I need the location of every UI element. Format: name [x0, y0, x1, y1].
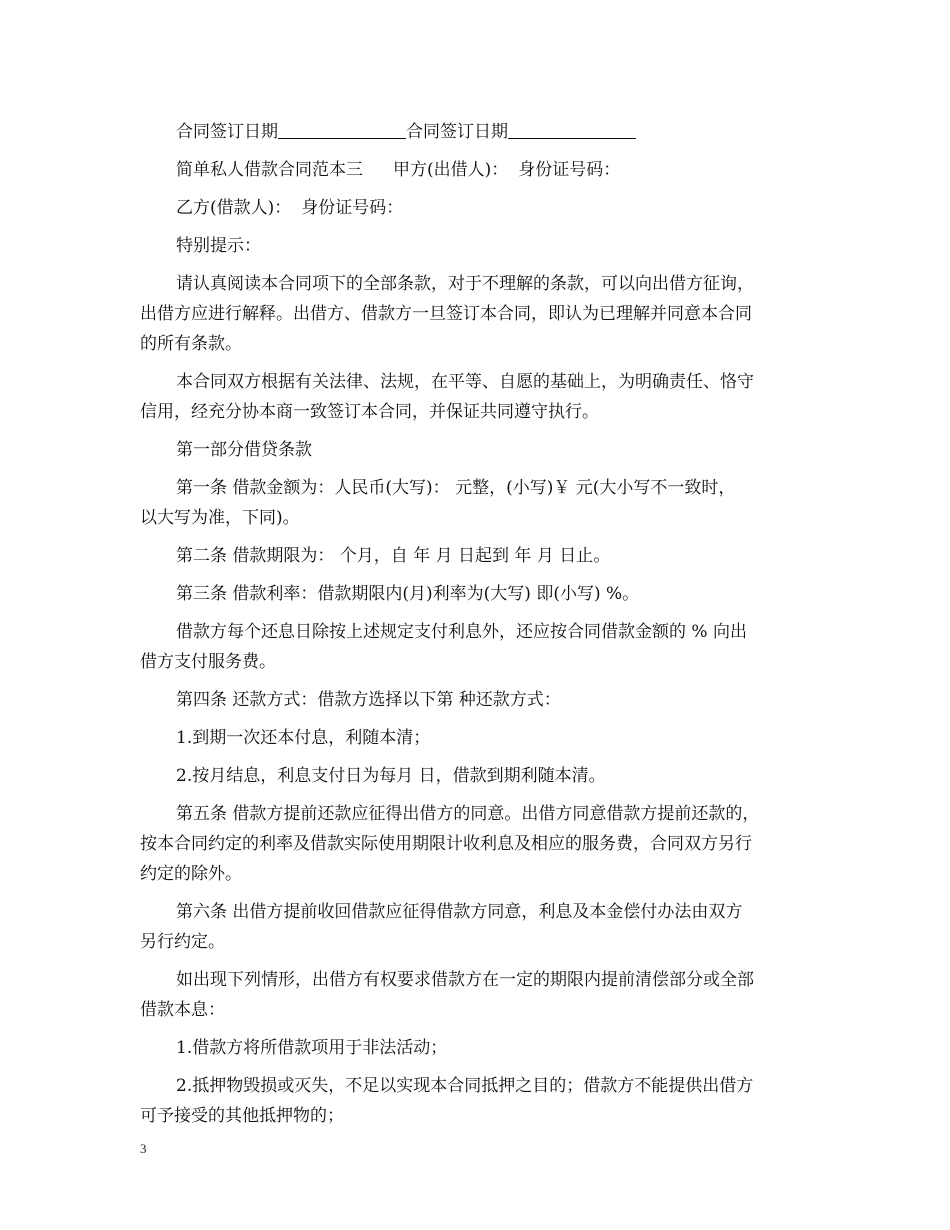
signing-date-label-2: 合同签订日期: [406, 122, 508, 142]
document-body: [140, 117, 815, 1139]
paragraph-line: 第四条 还款方式：借款方选择以下第 种还款方式：: [176, 690, 561, 710]
paragraph-line: 如出现下列情形，出借方有权要求借款方在一定的期限内提前清偿部分或全部: [176, 970, 754, 990]
paragraph: [140, 799, 815, 889]
signing-date-label-1: 合同签订日期: [176, 122, 278, 142]
paragraph-line: 的所有条款。: [140, 334, 242, 354]
paragraph-line: 借方支付服务费。: [140, 652, 276, 672]
paragraph: [140, 685, 815, 715]
paragraph: [140, 897, 815, 957]
paragraph-line: 按本合同约定的利率及借款实际使用期限计收利息及相应的服务费，合同双方另行: [140, 834, 752, 854]
signing-date-blank-1: [278, 120, 406, 139]
paragraph-line: 第六条 出借方提前收回借款应征得借款方同意，利息及本金偿付办法由双方: [176, 902, 743, 922]
paragraph: [140, 367, 815, 427]
paragraph-line: 1.到期一次还本付息，利随本清；: [176, 728, 431, 748]
party-b-id-label: 身份证号码：: [301, 198, 404, 218]
paragraph-line: 第五条 借款方提前还款应征得出借方的同意。出借方同意借款方提前还款的，: [176, 804, 760, 824]
contract-title-line: [140, 155, 815, 185]
paragraph: [140, 1071, 815, 1131]
paragraph-line: 第一部分借贷条款: [176, 440, 312, 460]
paragraph-line: 借款本息：: [140, 1000, 225, 1020]
signing-date-blank-2: [508, 120, 636, 139]
paragraph: [140, 435, 815, 465]
party-a-label: 甲方(出借人)：: [393, 160, 509, 180]
party-a-id-label: 身份证号码：: [518, 160, 621, 180]
paragraph-line: 以大写为准，下同)。: [140, 508, 300, 528]
paragraph: [140, 231, 815, 261]
contract-clauses: [140, 231, 815, 1131]
paragraph: [140, 761, 815, 791]
paragraph-line: 第三条 借款利率：借款期限内(月)利率为(大写) 即(小写) %。: [176, 584, 640, 604]
signing-date-line: [140, 117, 815, 147]
paragraph-line: 2.按月结息，利息支付日为每月 日，借款到期利随本清。: [176, 766, 606, 786]
paragraph-line: 另行约定。: [140, 932, 225, 952]
paragraph-line: 第一条 借款金额为：人民币(大写)： 元整，(小写)￥ 元(大小写不一致时，: [176, 478, 736, 498]
paragraph: [140, 541, 815, 571]
paragraph: [140, 473, 815, 533]
paragraph: [140, 965, 815, 1025]
paragraph-line: 2.抵押物毁损或灭失，不足以实现本合同抵押之目的；借款方不能提供出借方: [176, 1076, 754, 1096]
paragraph-line: 出借方应进行解释。出借方、借款方一旦签订本合同，即认为已理解并同意本合同: [140, 304, 752, 324]
paragraph-line: 约定的除外。: [140, 864, 242, 884]
paragraph: [140, 1033, 815, 1063]
paragraph-line: 特别提示：: [176, 236, 261, 256]
paragraph-line: 请认真阅读本合同项下的全部条款，对于不理解的条款，可以向出借方征询，: [176, 274, 754, 294]
paragraph: [140, 617, 815, 677]
paragraph-line: 本合同双方根据有关法律、法规，在平等、自愿的基础上，为明确责任、恪守: [176, 372, 754, 392]
page-number: 3: [140, 1141, 147, 1156]
paragraph: [140, 579, 815, 609]
party-b-label: 乙方(借款人)：: [176, 198, 292, 218]
paragraph-line: 1.借款方将所借款项用于非法活动；: [176, 1038, 448, 1058]
paragraph-line: 可予接受的其他抵押物的；: [140, 1106, 344, 1126]
paragraph: [140, 269, 815, 359]
paragraph-line: 信用，经充分协本商一致签订本合同，并保证共同遵守执行。: [140, 402, 599, 422]
contract-title: 简单私人借款合同范本三: [176, 160, 363, 180]
paragraph-line: 第二条 借款期限为： 个月，自 年 月 日起到 年 月 日止。: [176, 546, 611, 566]
party-b-line: [140, 193, 815, 223]
paragraph: [140, 723, 815, 753]
paragraph-line: 借款方每个还息日除按上述规定支付利息外，还应按合同借款金额的 % 向出: [176, 622, 747, 642]
